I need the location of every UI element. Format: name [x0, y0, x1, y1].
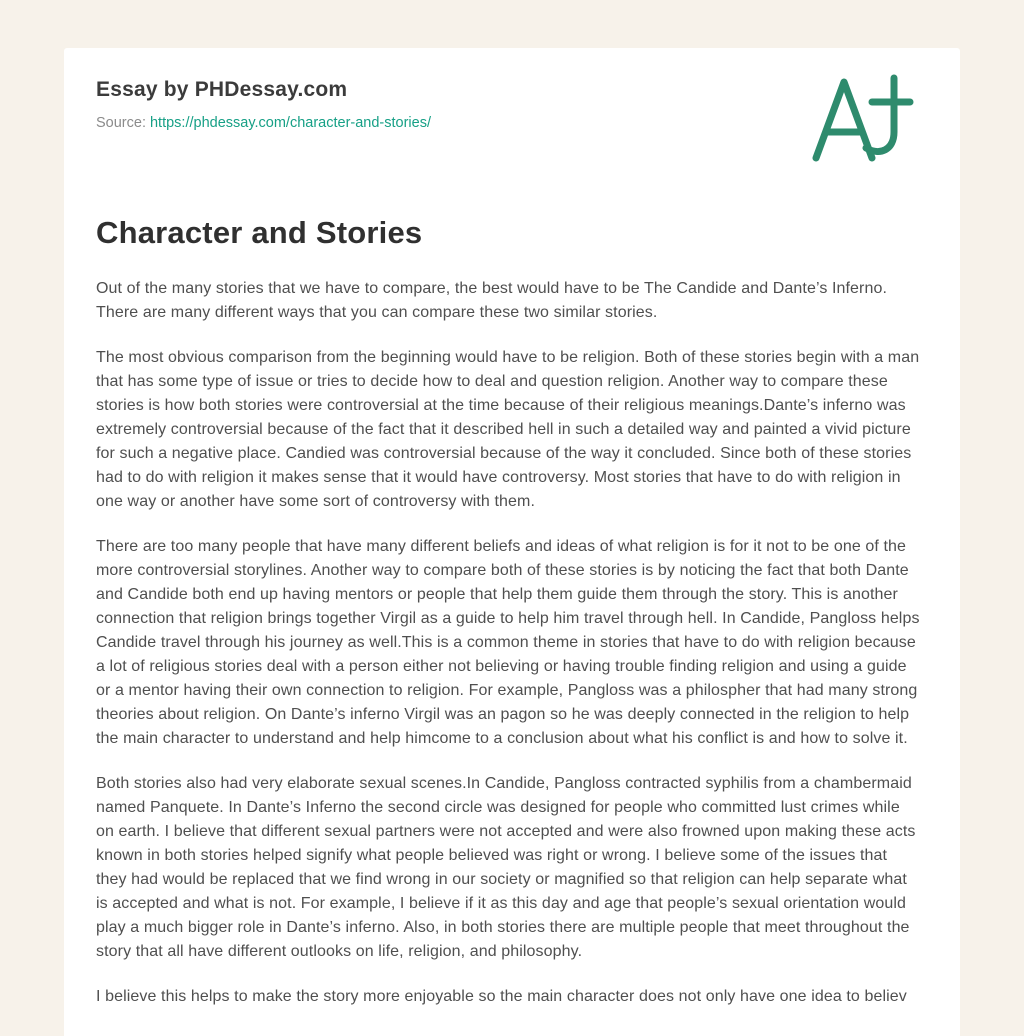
source-line	[96, 115, 928, 131]
source-url-link[interactable]: https://phdessay.com/character-and-stories/	[149, 115, 431, 131]
essay-body	[96, 277, 922, 1009]
paragraph-4: Both stories also had very elaborate sexual scenes.In Candide, Pangloss contracted syphilis from a chambermaid named Panquete. In Dante’s Inferno the second circle was designed for people who committed lust crimes while on earth. I believe that different sexual partners were not accepted and were also frowned upon making these acts known in both stories helped signify what people believed was right or wrong. I believe some of the issues that they had would be replaced that we find wrong in our society or magnified so that religion can help separate what is accepted and what is not. For example, I believe if it as this day and age that people’s sexual orientation would play a much bigger role in Dante’s inferno. Also, in both stories there are multiple people that meet throughout the story that all have different outlooks on life, religion, and philosophy.	[96, 775, 916, 960]
essay-card	[64, 48, 960, 1036]
paragraph-3: There are too many people that have many different beliefs and ideas of what religion is for it not to be one of the more controversial storylines. Another way to compare both of these stories is by noticing the fact that both Dante and Candide both end up having mentors or people that help them guide them through the story. This is another connection that religion brings together Virgil as a guide to help him travel through hell. In Candide, Pangloss helps Candide travel through his journey as well.This is a common theme in stories that have to do with religion because a lot of religious stories deal with a person either not believing or having trouble finding religion and using a guide or a mentor having their own connection to religion. For example, Pangloss was a philospher that had many strong theories about religion. On Dante’s inferno Virgil was an pagon so he was deeply connected in the religion to help the main character to understand and help himcome to a conclusion about what his conflict is and how to solve it.	[96, 538, 920, 747]
paragraph-2: The most obvious comparison from the beginning would have to be religion. Both of these stories begin with a man that has some type of issue or tries to decide how to deal and question religion. Another way to compare these stories is how both stories were controversial at the time because of their religious meanings.Dante’s inferno was extremely controversial because of the fact that it described hell in such a detailed way and painted a vivid picture for such a negative place. Candied was controversial because of the way it concluded. Since both of these stories had to do with religion it makes sense that it would have controversy. Most stories that have to do with religion in one way or another have some sort of controversy with them.	[96, 349, 920, 510]
source-label: Source:	[96, 115, 146, 131]
phdessay-logo-icon	[806, 70, 918, 166]
essay-byline: Essay by PHDessay.com	[96, 78, 348, 101]
paragraph-5: I believe this helps to make the story more enjoyable so the main character does not only have one idea to believ	[96, 988, 907, 1005]
paragraph-1: Out of the many stories that we have to compare, the best would have to be The Candide and Dante’s Inferno. There are many different ways that you can compare these two similar stories.	[96, 280, 888, 321]
essay-title: Character and Stories	[96, 215, 423, 250]
